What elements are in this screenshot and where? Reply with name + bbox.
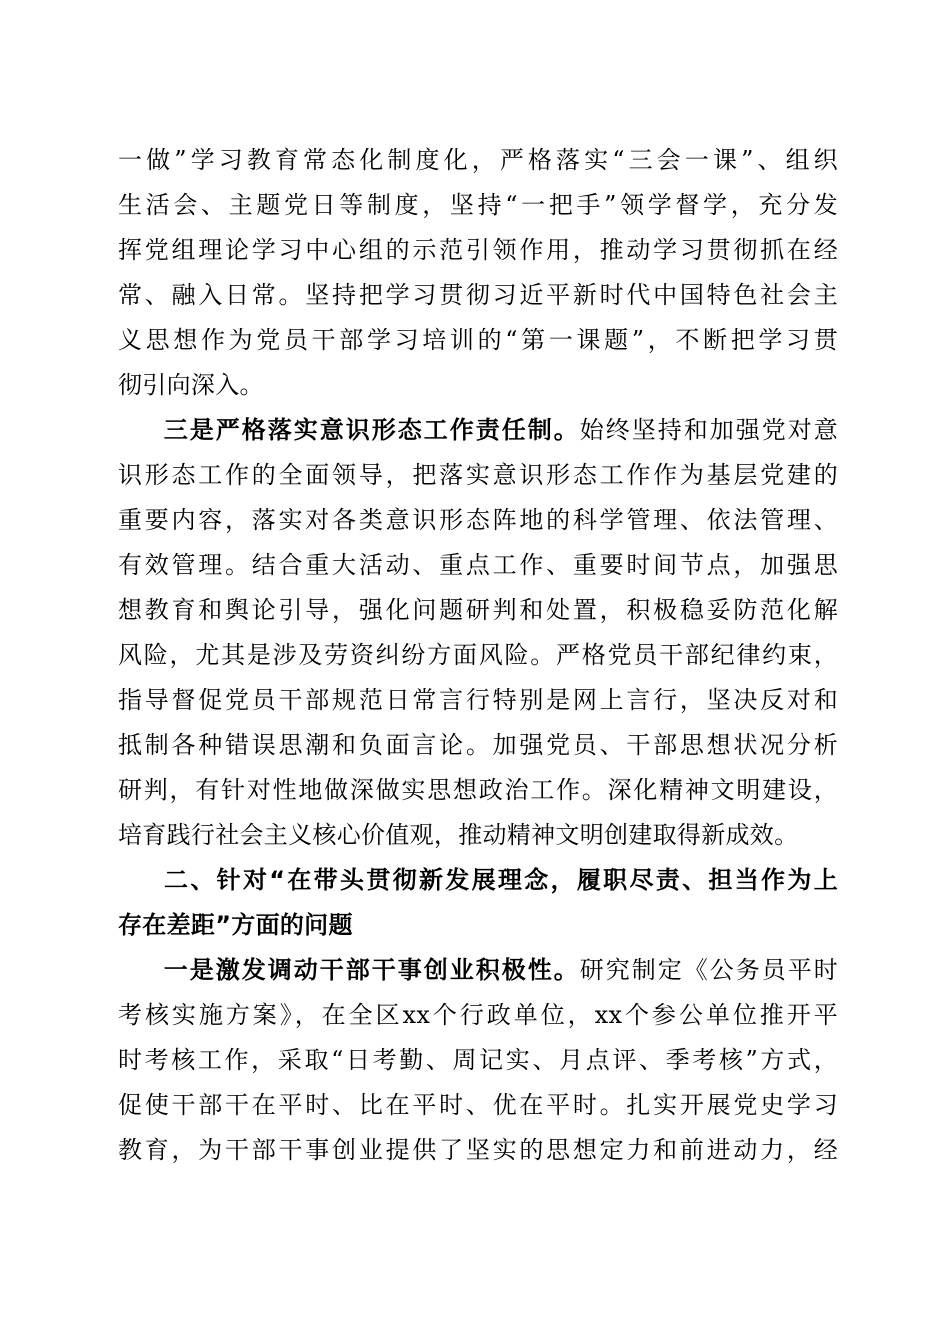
text-line: 挥党组理论学习中心组的示范引领作用，推动学习贯彻抓在经 xyxy=(118,236,838,264)
paragraph-motivation xyxy=(118,948,838,1173)
document-page xyxy=(118,138,838,1173)
text-line: 抵制各种错误思潮和负面言论。加强党员、干部思想状况分析 xyxy=(118,731,838,759)
text-line-first xyxy=(118,948,838,993)
heading-line xyxy=(118,858,838,903)
heading-text: 二、针对“在带头贯彻新发展理念，履职尽责、担当作为上 xyxy=(162,866,838,894)
heading-line: 存在差距”方面的问题 xyxy=(118,911,353,939)
section-heading xyxy=(118,858,838,948)
text-line-first xyxy=(118,408,838,453)
paragraph-text: 研究制定《公务员平时 xyxy=(579,956,838,984)
text-line: 时考核工作，采取“日考勤、周记实、月点评、季考核”方式， xyxy=(118,1046,838,1074)
text-line: 培育践行社会主义核心价值观，推动精神文明创建取得新成效。 xyxy=(118,821,799,849)
text-line: 促使干部干在平时、比在平时、优在平时。扎实开展党史学习 xyxy=(118,1091,838,1119)
text-line: 教育，为干部干事创业提供了坚实的思想定力和前进动力，经 xyxy=(118,1136,838,1164)
text-line: 常、融入日常。坚持把学习贯彻习近平新时代中国特色社会主 xyxy=(118,281,838,309)
text-line: 义思想作为党员干部学习培训的“第一课题”，不断把学习贯 xyxy=(118,326,838,354)
text-line: 考核实施方案》，在全区xx个行政单位，xx个参公单位推开平 xyxy=(118,1001,838,1029)
paragraph-lead: 一是激发调动干部干事创业积极性。 xyxy=(162,956,580,984)
paragraph-continuation xyxy=(118,138,838,408)
text-line: 有效管理。结合重大活动、重点工作、重要时间节点，加强思 xyxy=(118,551,838,579)
text-line: 研判，有针对性地做深做实思想政治工作。深化精神文明建设， xyxy=(118,776,838,804)
paragraph-text: 始终坚持和加强党对意 xyxy=(579,416,838,444)
paragraph-ideology xyxy=(118,408,838,858)
paragraph-lead: 三是严格落实意识形态工作责任制。 xyxy=(162,416,580,444)
text-line: 彻引向深入。 xyxy=(118,371,264,399)
text-line: 风险，尤其是涉及劳资纠纷方面风险。严格党员干部纪律约束， xyxy=(118,641,838,669)
text-line: 指导督促党员干部规范日常言行特别是网上言行，坚决反对和 xyxy=(118,686,838,714)
text-line: 生活会、主题党日等制度，坚持“一把手”领学督学，充分发 xyxy=(118,191,838,219)
text-line: 一做”学习教育常态化制度化，严格落实“三会一课”、组织 xyxy=(118,146,838,174)
text-line: 想教育和舆论引导，强化问题研判和处置，积极稳妥防范化解 xyxy=(118,596,838,624)
text-line: 重要内容，落实对各类意识形态阵地的科学管理、依法管理、 xyxy=(118,506,838,534)
text-line: 识形态工作的全面领导，把落实意识形态工作作为基层党建的 xyxy=(118,461,838,489)
